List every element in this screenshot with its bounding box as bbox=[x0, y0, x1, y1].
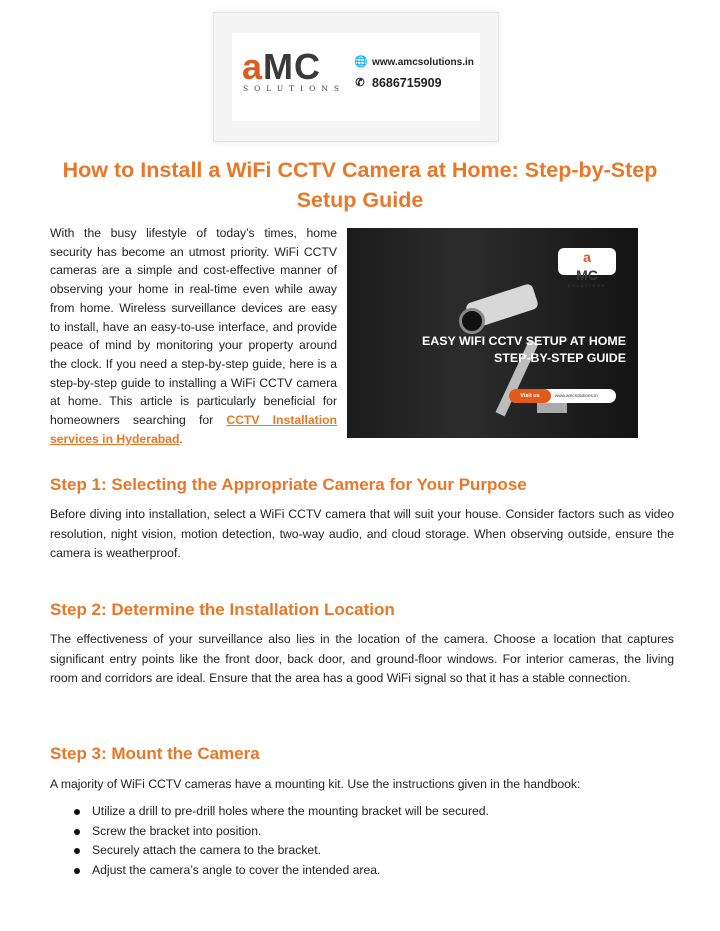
list-item bbox=[50, 822, 670, 842]
globe-icon: 🌐 bbox=[354, 56, 368, 68]
cctv-services-link[interactable]: CCTV Installation services in Hyderabad bbox=[50, 413, 337, 446]
camera-lens bbox=[459, 308, 485, 334]
banner-image bbox=[347, 228, 638, 438]
banner-headline-2: STEP-BY-STEP GUIDE bbox=[494, 351, 626, 365]
banner-headline bbox=[391, 333, 626, 367]
camera-base bbox=[537, 403, 567, 413]
intro-paragraph bbox=[50, 224, 337, 448]
step-1-body: Before diving into installation, select a WiFi CCTV camera that will suit your house. Consider factors such as video resolution, night vision, motion detection, two-way audio, and cloud storage. When observing outside, ensure the camera is weatherproof. bbox=[50, 507, 674, 560]
bullet-icon bbox=[74, 868, 80, 874]
banner-logo bbox=[558, 248, 616, 288]
brand-tagline: SOLUTIONS bbox=[243, 84, 345, 93]
banner-cta bbox=[509, 389, 616, 403]
bullet-icon bbox=[74, 829, 80, 835]
intro-end: . bbox=[179, 431, 183, 446]
list-item-text: Adjust the camera’s angle to cover the intended area. bbox=[92, 862, 381, 877]
website-contact bbox=[354, 56, 474, 68]
step-1-heading: Step 1: Selecting the Appropriate Camera for Your Purpose bbox=[50, 475, 527, 494]
step-3-heading: Step 3: Mount the Camera bbox=[50, 744, 260, 763]
list-item bbox=[50, 841, 670, 861]
phone-text: 8686715909 bbox=[372, 76, 442, 90]
step-2-heading: Step 2: Determine the Installation Location bbox=[50, 600, 395, 619]
list-item-text: Utilize a drill to pre-drill holes where the mounting bracket will be secured. bbox=[92, 804, 489, 818]
bullet-icon bbox=[74, 848, 80, 854]
banner-logo-text bbox=[558, 248, 616, 284]
list-item-text: Screw the bracket into position. bbox=[92, 823, 262, 838]
step-3-body: A majority of WiFi CCTV cameras have a mounting kit. Use the instructions given in the handbook: bbox=[50, 777, 581, 791]
banner-logo-tagline: SOLUTIONS bbox=[567, 284, 607, 288]
banner-logo-mc: MC bbox=[576, 267, 598, 283]
banner-url: www.amcsolutions.in bbox=[555, 393, 598, 398]
banner-headline-1: EASY WIFI CCTV SETUP AT HOME bbox=[421, 334, 626, 348]
list-item bbox=[50, 802, 670, 822]
brand-logo bbox=[242, 46, 322, 87]
bullet-icon bbox=[74, 809, 80, 815]
brand-logo-mc: MC bbox=[263, 46, 322, 87]
intro-text: With the busy lifestyle of today’s times, home security has become an utmost priority. WiFi CCTV cameras are a simple and cost-effective manner of observing your home in real-time even while away from home. Wireless surveillance devices are easy to install, have an easy-to-use interface, and provide peace of mind by monitoring your property around the clock. If you need a step-by-step guide, here is a step-by-step guide to installing a WiFi CCTV camera at home. This article is particularly beneficial for homeowners searching for bbox=[50, 226, 337, 428]
step-2-body: The effectiveness of your surveillance also lies in the location of the camera. Choose a location that captures significant entry points like the front door, back door, and ground-floor windows. For interior cameras, the living room and corridors are ideal. Ensure that the area has a good WiFi signal so that it has a stable connection. bbox=[50, 632, 674, 685]
list-item bbox=[50, 861, 670, 881]
brand-logo-a: a bbox=[242, 46, 264, 87]
visit-us-button[interactable]: Visit us bbox=[509, 389, 551, 403]
mounting-steps-list bbox=[50, 802, 670, 880]
phone-contact bbox=[354, 76, 442, 90]
phone-icon: ✆ bbox=[355, 77, 365, 89]
page-title: How to Install a WiFi CCTV Camera at Home: Step-by-Step Setup Guide bbox=[62, 158, 658, 212]
banner-logo-a: a bbox=[583, 249, 591, 265]
website-text: www.amcsolutions.in bbox=[372, 56, 474, 68]
list-item-text: Securely attach the camera to the bracket. bbox=[92, 843, 321, 858]
